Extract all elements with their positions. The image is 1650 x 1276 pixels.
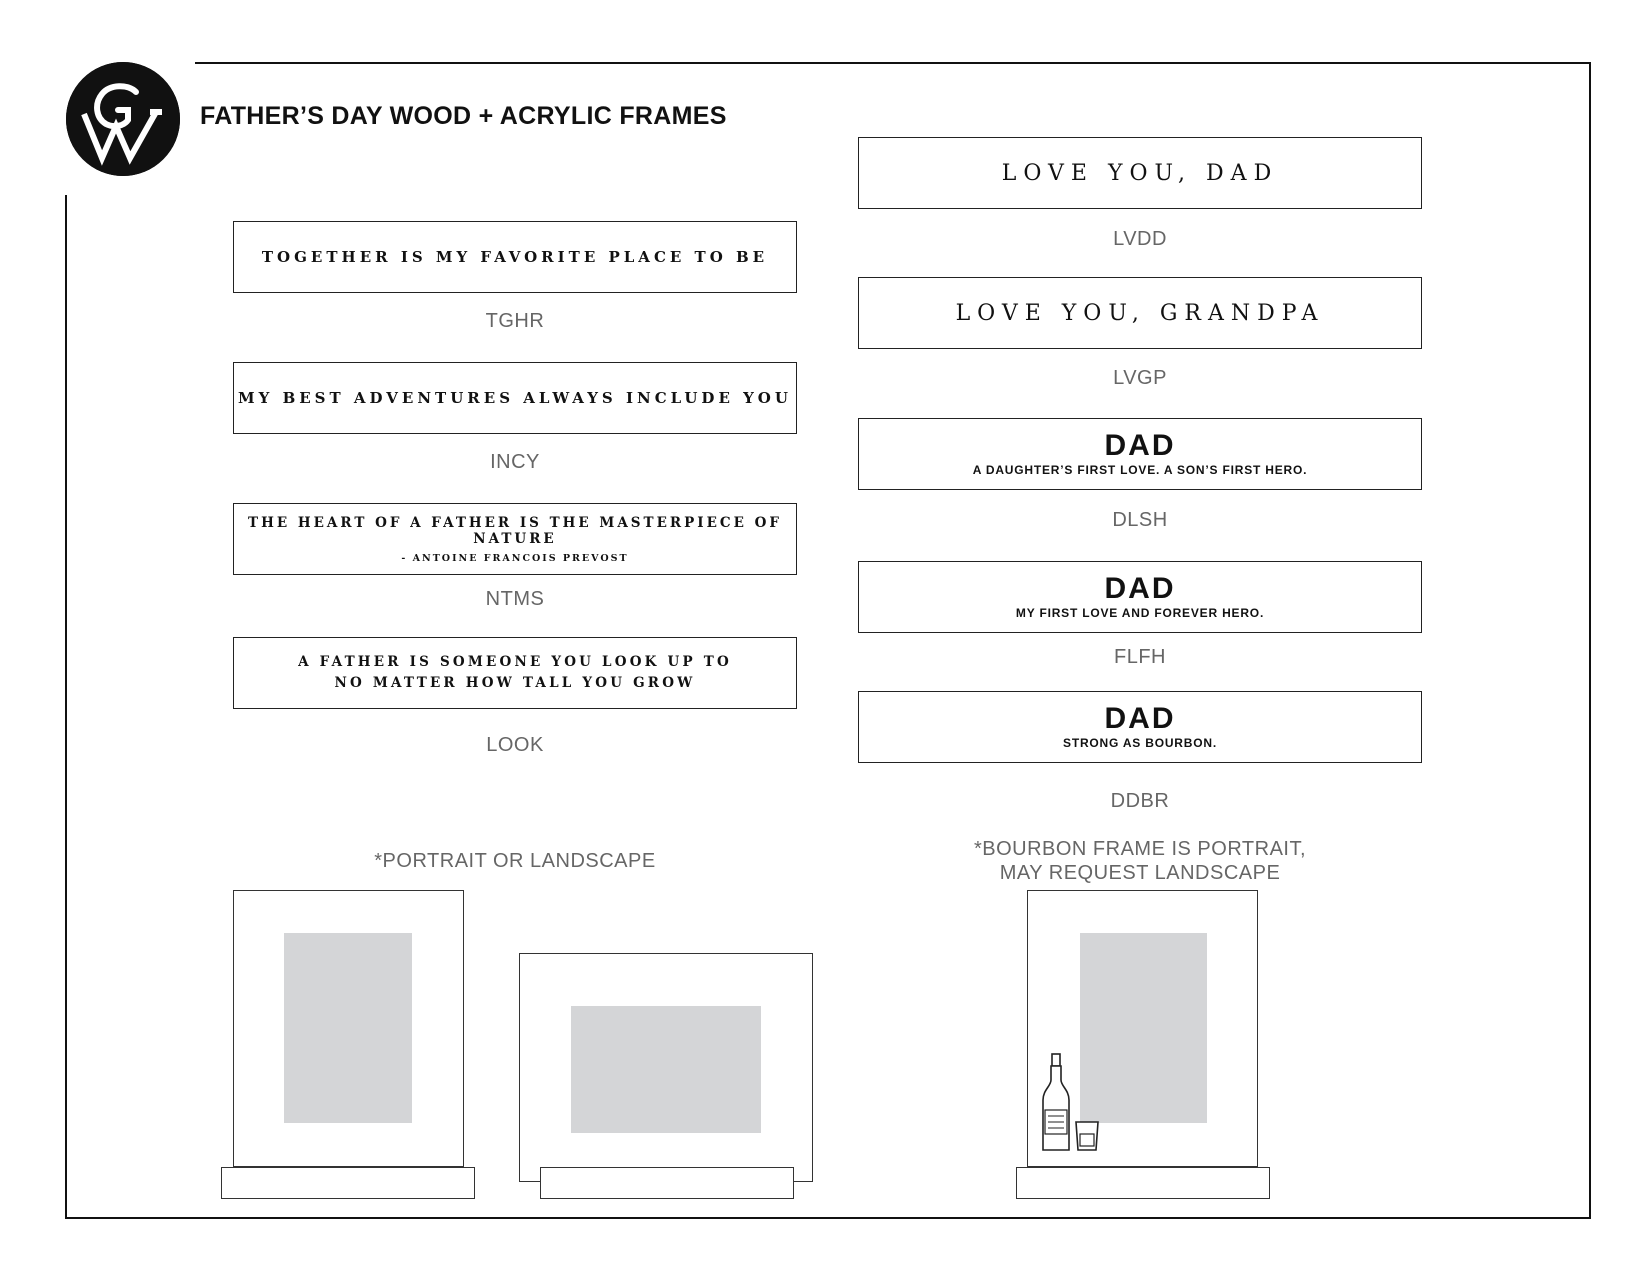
design-plaque-ntms <box>233 503 797 575</box>
bourbon-note-line: MAY REQUEST LANDSCAPE <box>999 862 1281 884</box>
plaque-headline: DAD <box>1104 429 1176 462</box>
design-code: DLSH <box>1112 509 1168 531</box>
design-plaque-incy <box>233 362 797 434</box>
frame-base <box>221 1167 475 1199</box>
design-plaque-flfh <box>858 561 1422 633</box>
plaque-headline: DAD <box>1104 702 1176 735</box>
gw-monogram-icon <box>66 62 180 176</box>
design-plaque-ddbr <box>858 691 1422 763</box>
photo-placeholder <box>284 933 412 1123</box>
plaque-subline: MY FIRST LOVE AND FOREVER HERO. <box>1015 606 1265 620</box>
design-plaque-dlsh <box>858 418 1422 490</box>
frame-base <box>1016 1167 1270 1199</box>
design-code: FLFH <box>1114 646 1166 668</box>
plaque-text: A FATHER IS SOMEONE YOU LOOK UP TO <box>298 654 732 670</box>
design-code: DDBR <box>1110 790 1170 812</box>
plaque-attribution: - ANTOINE FRANCOIS PREVOST <box>401 552 629 564</box>
plaque-text: NO MATTER HOW TALL YOU GROW <box>334 675 696 691</box>
plaque-text: MY BEST ADVENTURES ALWAYS INCLUDE YOU <box>238 389 792 407</box>
brand-logo <box>66 62 180 176</box>
page-title: FATHER’S DAY WOOD + ACRYLIC FRAMES <box>200 102 727 130</box>
design-plaque-lvdd <box>858 137 1422 209</box>
bourbon-note <box>858 837 1422 885</box>
design-code: LVGP <box>1113 367 1167 389</box>
design-plaque-lvgp <box>858 277 1422 349</box>
plaque-headline: DAD <box>1104 572 1176 605</box>
bourbon-note-line: *BOURBON FRAME IS PORTRAIT, <box>973 838 1307 860</box>
design-code: LVDD <box>1113 228 1167 250</box>
plaque-text: LOVE YOU, GRANDPA <box>955 300 1325 326</box>
plaque-text: THE HEART OF A FATHER IS THE MASTERPIECE OF NATURE <box>248 514 782 547</box>
design-code: TGHR <box>485 310 545 332</box>
bourbon-bottle-icon <box>1040 1052 1110 1154</box>
plaque-text: TOGETHER IS MY FAVORITE PLACE TO BE <box>261 248 769 266</box>
frame-base <box>540 1167 794 1199</box>
plaque-subline: A DAUGHTER’S FIRST LOVE. A SON’S FIRST HERO. <box>972 463 1308 477</box>
photo-placeholder <box>571 1006 761 1133</box>
design-code: LOOK <box>486 734 544 756</box>
design-plaque-tghr <box>233 221 797 293</box>
design-code: INCY <box>490 451 540 473</box>
design-code: NTMS <box>485 588 545 610</box>
orientation-note: *PORTRAIT OR LANDSCAPE <box>374 850 656 872</box>
plaque-text: LOVE YOU, DAD <box>1001 160 1279 186</box>
design-plaque-look <box>233 637 797 709</box>
plaque-subline: STRONG AS BOURBON. <box>1063 736 1217 750</box>
